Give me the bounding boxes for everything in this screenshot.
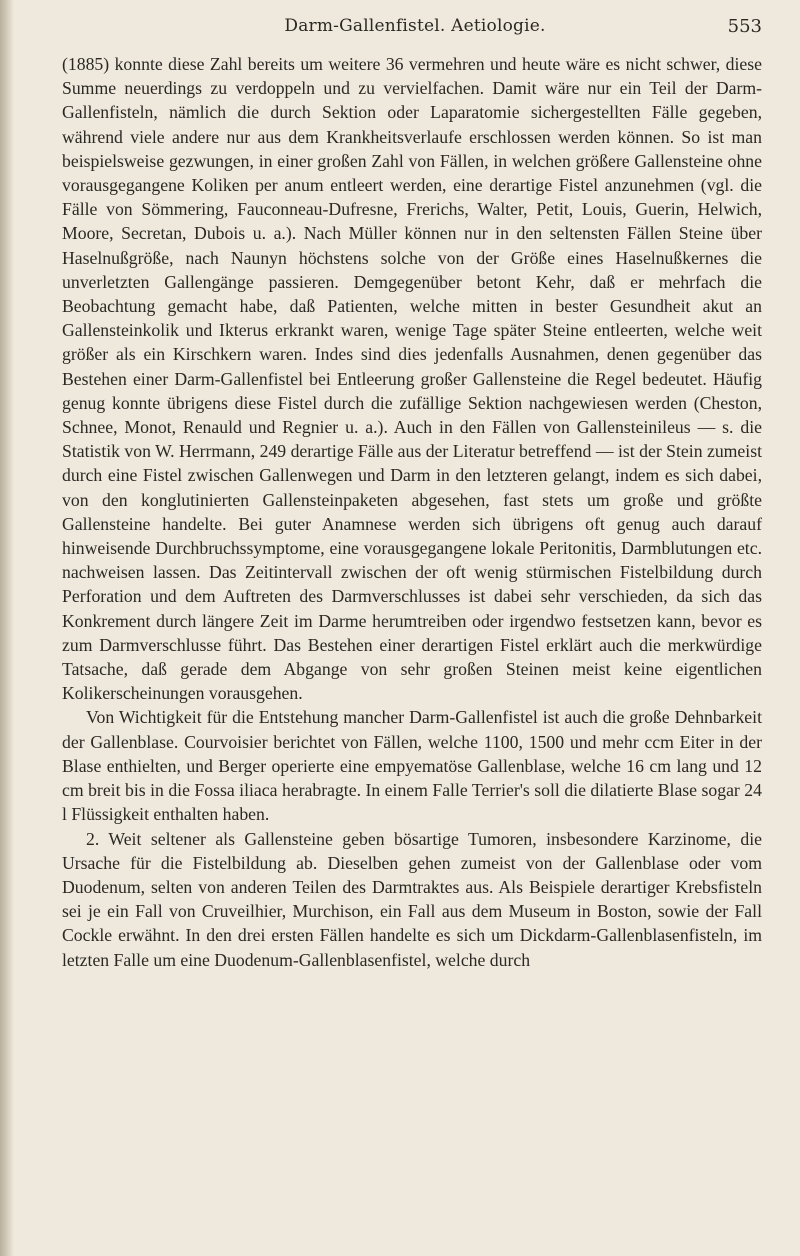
page-number: 553 xyxy=(727,16,762,37)
running-title: Darm-Gallenfistel. Aetiologie. xyxy=(284,16,546,36)
paragraph: (1885) konnte diese Zahl bereits um weitere 36 vermehren und heute wäre es nicht schwer, diese Summe neuerdings zu verdoppeln und zu vervielfachen. Damit wäre nur ein Teil der Darm-Gallenfisteln, nämlich die durch Sektion oder Laparatomie sichergestellten Fälle gegeben, während viele andere nur aus dem Krankheitsverlaufe erschlossen werden können. So ist man beispielsweise gezwungen, in einer großen Zahl von Fällen, in welchen größere Gallensteine ohne vorausgegangene Koliken per anum entleert werden, eine derartige Fistel anzunehmen (vgl. die Fälle von Sömmering, Fauconneau-Dufresne, Frerichs, Walter, Petit, Louis, Guerin, Helwich, Moore, Secretan, Dubois u. a.). Nach Müller können nur in den seltensten Fällen Steine über Haselnußgröße, nach Naunyn höchstens solche von der Größe eines Haselnußkernes die unverletzten Gallengänge passieren. Demgegenüber betont Kehr, daß er mehrfach die Beobachtung gemacht habe, daß Patienten, welche mitten in bester Gesundheit akut an Gallensteinkolik und Ikterus erkrankt waren, wenige Tage später Steine entleerten, welche weit größer als ein Kirschkern waren. Indes sind dies jedenfalls Ausnahmen, denen gegenüber das Bestehen einer Darm-Gallenfistel bei Entleerung großer Gallensteine die Regel bedeutet. Häufig genug konnte übrigens diese Fistel durch die zufällige Sektion nachgewiesen werden (Cheston, Schnee, Monot, Renauld und Regnier u. a.). Auch in den Fällen von Gallensteinileus — s. die Statistik von W. Herrmann, 249 derartige Fälle aus der Literatur betreffend — ist der Stein zumeist durch eine Fistel zwischen Gallenwegen und Darm in den letzteren gelangt, indem es sich dabei, von den konglutinierten Gallensteinpaketen abgesehen, fast stets um große und größte Gallensteine handelte. Bei guter Anamnese werden sich übrigens oft genug auch darauf hinweisende Durchbruchssymptome, eine vorausgegangene lokale Peritonitis, Darmblutungen etc. nachweisen lassen. Das Zeitintervall zwischen der oft wenig stürmischen Fistelbildung durch Perforation und dem Auftreten des Darmverschlusses ist dabei sehr verschieden, da sich das Konkrement durch längere Zeit im Darme herumtreiben oder irgendwo festsetzen kann, bevor es zum Darmverschlusse führt. Das Bestehen einer derartigen Fistel erklärt auch die merkwürdige Tatsache, daß gerade dem Abgange von sehr großen Steinen meist keine eigentlichen Kolikerscheinungen vorausgehen. xyxy=(62,54,762,704)
page-header xyxy=(0,16,800,42)
paragraph: 2. Weit seltener als Gallensteine geben bösartige Tumoren, insbesondere Karzinome, die Ursache für die Fistelbildung ab. Dieselben gehen zumeist von der Gallenblase oder vom Duodenum, selten von anderen Teilen des Darmtraktes aus. Als Beispiele derartiger Krebsfisteln sei je ein Fall von Cruveilhier, Murchison, ein Fall aus dem Museum in Boston, sowie der Fall Cockle erwähnt. In den drei ersten Fällen handelte es sich um Dickdarm-Gallenblasenfisteln, im letzten Falle um eine Duodenum-Gallenblasenfistel, welche durch xyxy=(62,828,762,970)
page-body xyxy=(62,52,762,972)
paragraph: Von Wichtigkeit für die Entstehung mancher Darm-Gallenfistel ist auch die große Dehnbarkeit der Gallenblase. Courvoisier berichtet von Fällen, welche 1100, 1500 und mehr ccm Eiter in der Blase enthielten, und Berger operierte eine empyematöse Gallenblase, welche 16 cm lang und 12 cm breit bis in die Fossa iliaca herabragte. In einem Falle Terrier's soll die dilatierte Blase sogar 24 l Flüssigkeit enthalten haben. xyxy=(62,707,762,825)
page-spine-shadow xyxy=(0,0,14,1256)
